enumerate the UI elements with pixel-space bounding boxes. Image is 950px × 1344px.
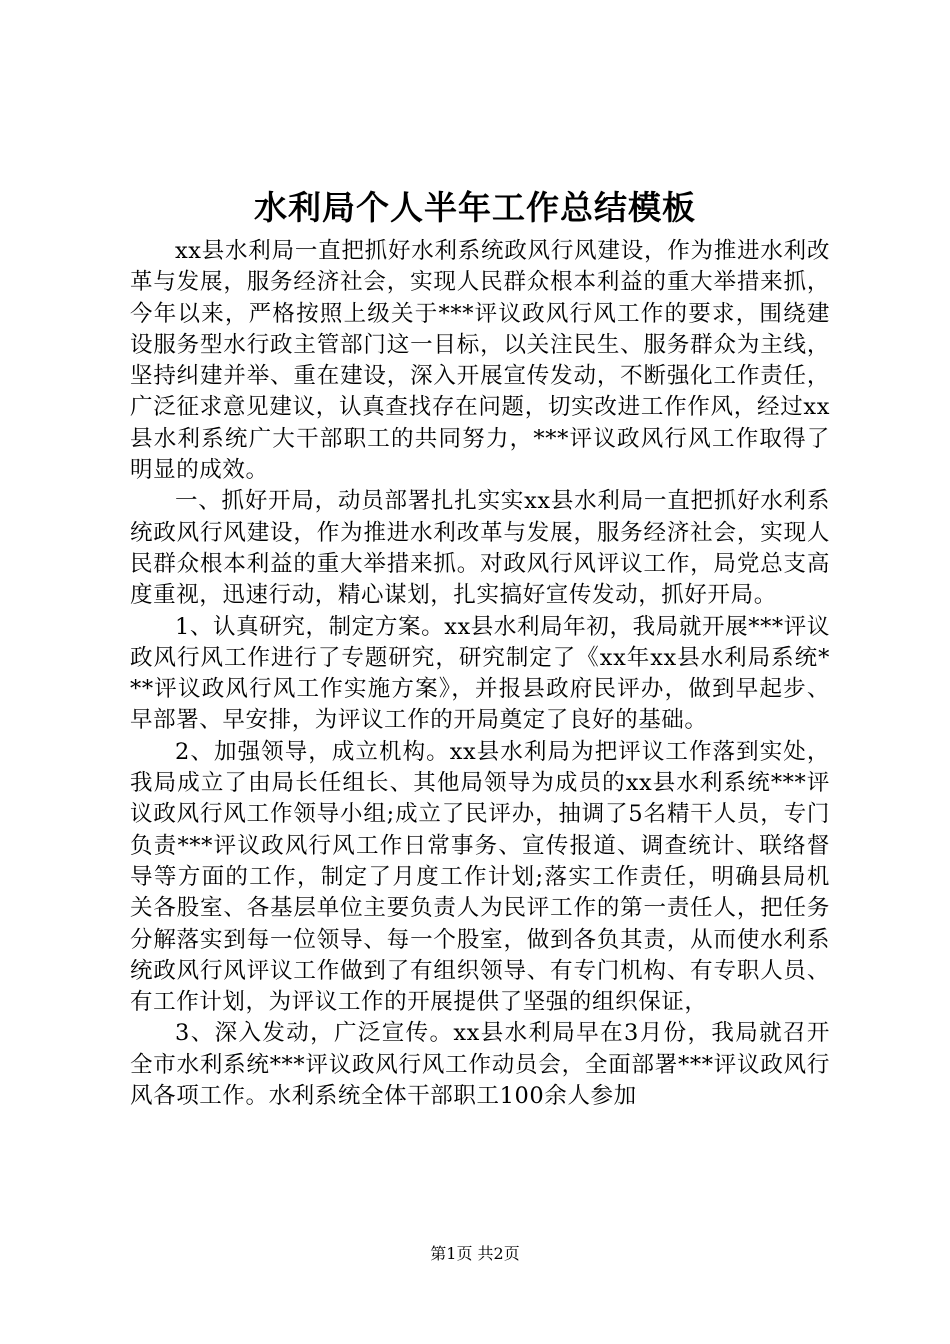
paragraph-section-1: 一、抓好开局，动员部署扎扎实实xx县水利局一直把抓好水利系统政风行风建设，作为推进水利改革与发展，服务经济社会，实现人民群众根本利益的重大举措来抓。对政风行风评议工作，局党总支高度重视，迅速行动，精心谋划，扎实搞好宣传发动，抓好开局。 — [130, 488, 830, 609]
paragraph-item-3: 3、深入发动，广泛宣传。xx县水利局早在3月份，我局就召开全市水利系统***评议政风行风工作动员会，全面部署***评议政风行风各项工作。水利系统全体干部职工100余人参加 — [130, 1020, 830, 1110]
document-body — [130, 236, 830, 1112]
paragraph-item-2: 2、加强领导，成立机构。xx县水利局为把评议工作落到实处，我局成立了由局长任组长、其他局领导为成员的xx县水利系统***评议政风行风工作领导小组;成立了民评办，抽调了5名精干人员，专门负责***评议政风行风工作日常事务、宣传报道、调查统计、联络督导等方面的工作，制定了月度工作计划;落实工作责任，明确县局机关各股室、各基层单位主要负责人为民评工作的第一责任人，把任务分解落实到每一位领导、每一个股室，做到各负其责，从而使水利系统政风行风评议工作做到了有组织领导、有专门机构、有专职人员、有工作计划，为评议工作的开展提供了坚强的组织保证， — [130, 738, 830, 1016]
page-number: 第1页 共2页 — [430, 1244, 520, 1263]
paragraph-item-1: 1、认真研究，制定方案。xx县水利局年初，我局就开展***评议政风行风工作进行了专题研究，研究制定了《xx年xx县水利局系统***评议政风行风工作实施方案》，并报县政府民评办，做到早起步、早部署、早安排，为评议工作的开局奠定了良好的基础。 — [130, 613, 830, 734]
paragraph-intro: xx县水利局一直把抓好水利系统政风行风建设，作为推进水利改革与发展，服务经济社会，实现人民群众根本利益的重大举措来抓，今年以来，严格按照上级关于***评议政风行风工作的要求，围绕建设服务型水行政主管部门这一目标，以关注民生、服务群众为主线，坚持纠建并举、重在建设，深入开展宣传发动，不断强化工作责任，广泛征求意见建议，认真查找存在问题，切实改进工作作风，经过xx县水利系统广大干部职工的共同努力，***评议政风行风工作取得了明显的成效。 — [130, 238, 830, 484]
document-title: 水利局个人半年工作总结模板 — [254, 188, 696, 227]
